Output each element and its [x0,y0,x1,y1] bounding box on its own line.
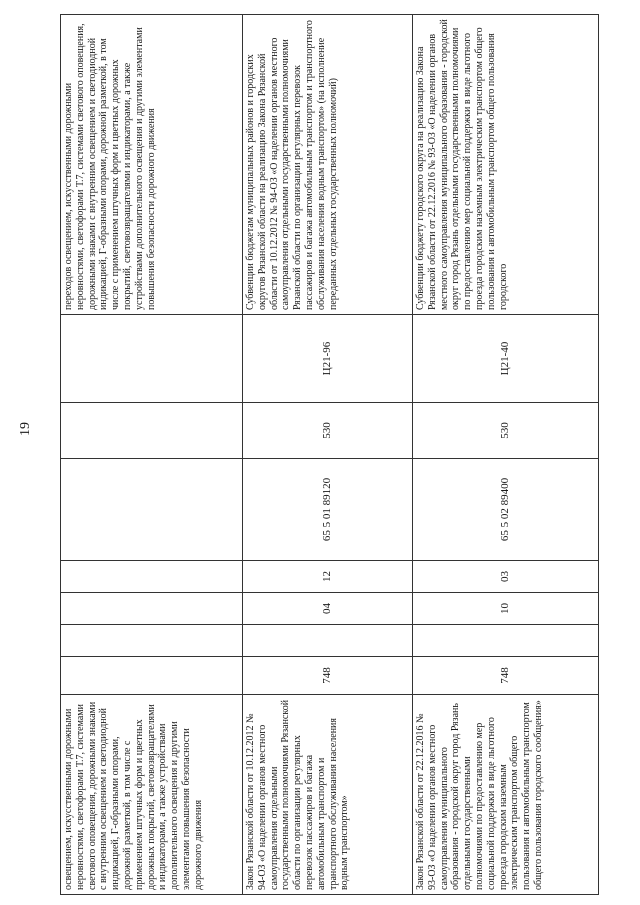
empty-cell [61,625,243,657]
ministry-cell: 748 [413,657,599,695]
table-row [243,15,413,895]
code-cell [61,315,243,403]
subsection-cell [61,561,243,593]
rotated-table-container [60,15,600,895]
description-cell: Субвенции бюджету городского округа на реализацию Закона Рязанской области от 22.12.2016 № 93-ОЗ «О наделении органов местного самоуправления муниципального образования - городской округ город Рязань отдельными государственными полномочиями по предоставлению мер социальной поддержки в виде льготного проезда городским наземным электрическим транспортом общего пользования и автомобильным транспортом общего пользования городского [413,15,599,315]
empty-cell [243,625,413,657]
law-cell: освещением, искусственными дорожными неровностями, светофорами Т.7, системами светового оповещения, дорожными знаками с внутренним освещением и светодиодной индикацией, Г-образными опорами, дорожной разметкой, в том числе с применением штучных форм и цветных дорожных покрытий, световозвращателями и индикаторами, а также устройствами дополнительного освещения и другими элементами повышения безопасности дорожного движения [61,695,243,895]
section-cell [61,593,243,625]
subsection-cell: 03 [413,561,599,593]
code-cell: Ц21-96 [243,315,413,403]
page-number: 19 [18,422,33,436]
section-cell: 04 [243,593,413,625]
subsection-cell: 12 [243,561,413,593]
ministry-cell [61,657,243,695]
law-cell: Закон Рязанской области от 10.12.2012 № 94-ОЗ «О наделении органов местного самоуправления отдельными государственными полномочиями Рязанской области по организации регулярных перевозок пассажиров и багажа автомобильным транспортом и транспортного обслуживания населения водным транспортом» [243,695,413,895]
empty-cell [413,625,599,657]
code-cell: Ц21-40 [413,315,599,403]
vr-cell [61,403,243,459]
description-cell: Субвенции бюджетам муниципальных районов и городских округов Рязанской области на реализацию Закона Рязанской области от 10.12.2012 № 94-ОЗ «О наделении органов местного самоуправления отдельными государственными полномочиями Рязанской области по организации регулярных перевозок пассажиров и багажа автомобильным транспортом и транспортного обслуживания населения водным транспортом» (на исполнение переданных отдельных государственных полномочий) [243,15,413,315]
vr-cell: 530 [243,403,413,459]
section-cell: 10 [413,593,599,625]
csr-cell: 65 5 01 89120 [243,459,413,561]
ministry-cell: 748 [243,657,413,695]
vr-cell: 530 [413,403,599,459]
csr-cell: 65 5 02 89400 [413,459,599,561]
table-row [61,15,243,895]
description-cell: переходов освещением, искусственными дорожными неровностями, светофорами Т.7, системами светового оповещения, дорожными знаками с внутренним освещением и светодиодной индикацией, Г-образными опорами, дорожной разметкой, в том числе с применением штучных форм и цветных дорожных покрытий, световозвращателями и индикаторами, а также устройствами дополнительного освещения и другими элементами повышения безопасности дорожного движения [61,15,243,315]
budget-table [60,14,599,895]
law-cell: Закон Рязанской области от 22.12.2016 № 93-ОЗ «О наделении органов местного самоуправления муниципального образования - городской округ город Рязань отдельными государственными полномочиями по предоставлению мер социальной поддержки в виде льготного проезда городским наземным электрическим транспортом общего пользования и автомобильным транспортом общего пользования городского сообщения» [413,695,599,895]
table-row [413,15,599,895]
csr-cell [61,459,243,561]
